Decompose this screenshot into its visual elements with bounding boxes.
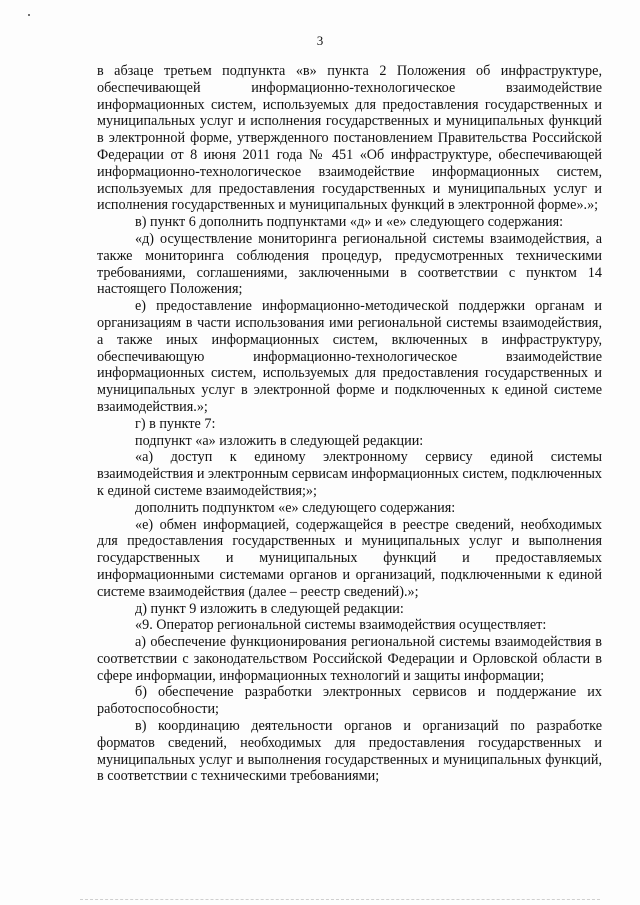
scan-edge [80, 899, 600, 900]
paragraph-3: «д) осуществление мониторинга региональной системы взаимодействия, а также мониторинга соблюдения процедур, предусмотренных техническими требованиями, соглашениями, заключенными в соответствии с пунктом 14 настоящего Положения; [97, 230, 602, 298]
paragraph-12: а) обеспечение функционирования региональной системы взаимодействия в соответствии с законодательством Российской Федерации и Орловской области в сфере информации, информационных технологий и защиты информации; [97, 634, 602, 684]
paragraph-9: «е) обмен информацией, содержащейся в реестре сведений, необходимых для предоставления государственных и муниципальных услуг и выполнения государственных и муниципальных функций и предоставляемых информационными системами органов и организаций, подключенными к единой системе взаимодействия (далее – реестр сведений).»; [97, 516, 602, 600]
paragraph-6: подпункт «а» изложить в следующей редакции: [135, 432, 424, 449]
paragraph-1: в абзаце третьем подпункта «в» пункта 2 Положения об инфраструктуре, обеспечивающей информационно-технологическое взаимодействие информационных систем, используемых для предоставления государственных и муниципальных услуг и исполнения государственных и муниципальных функций в электронной форме, утвержденного постановлением Правительства Российской Федерации от 8 июня 2011 года № 451 «Об инфраструктуре, обеспечивающей информационно-технологическое взаимодействие информационных систем, используемых для предоставления государственных и муниципальных услуг и исполнения государственных и муниципальных функций в электронной форме».»; [97, 63, 602, 214]
document-body [97, 63, 602, 785]
page-number: 3 [316, 33, 324, 48]
paragraph-13: б) обеспечение разработки электронных сервисов и поддержание их работоспособности; [97, 684, 602, 718]
paragraph-4: е) предоставление информационно-методической поддержки органам и организациям в части использования ими региональной системы взаимодействия, а также иных информационных систем, включенных в инфраструктуру, обеспечивающую информационно-технологическое взаимодействие информационных систем, используемых для предоставления государственных и муниципальных услуг в электронной форме и подключенных к единой системе взаимодействия.»; [97, 298, 602, 415]
scan-speck [28, 14, 30, 16]
paragraph-11: «9. Оператор региональной системы взаимодействия осуществляет: [135, 617, 547, 634]
paragraph-14: в) координацию деятельности органов и организаций по разработке форматов сведений, необходимых для предоставления государственных и муниципальных услуг и выполнения государственных и муниципальных функций, в соответствии с техническими требованиями; [97, 718, 602, 785]
paragraph-8: дополнить подпунктом «е» следующего содержания: [135, 499, 456, 516]
paragraph-2: в) пункт 6 дополнить подпунктами «д» и «е» следующего содержания: [135, 214, 564, 231]
paragraph-10: д) пункт 9 изложить в следующей редакции: [135, 600, 404, 617]
paragraph-5: г) в пункте 7: [135, 415, 216, 432]
paragraph-7: «а) доступ к единому электронному сервису единой системы взаимодействия и электронным сервисам информационных систем, подключенных к единой системе взаимодействия;»; [97, 449, 602, 499]
